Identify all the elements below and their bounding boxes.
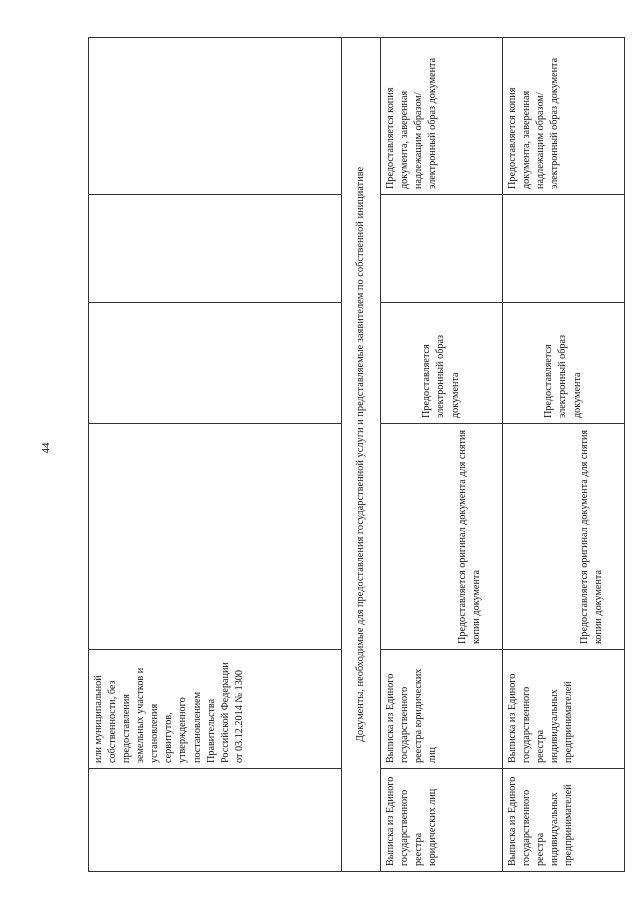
table-row <box>381 38 503 872</box>
table-cell-electronic: Предоставляется электронный образ документа <box>503 303 625 424</box>
table-cell-electronic: Предоставляется электронный образ документа <box>381 303 503 424</box>
table-row-continued <box>89 38 342 872</box>
table-cell-copy: Предоставляется копия документа, заверенная надлежащим образом/электронный образ документа <box>381 38 503 195</box>
table-cell-original: Предоставляется оригинал документа для снятия копии документа <box>381 424 503 650</box>
table-section-header-row <box>342 38 381 872</box>
table-cell-copy: Предоставляется копия документа, заверенная надлежащим образом/электронный образ документа <box>503 38 625 195</box>
table-cell-empty <box>89 303 342 424</box>
table-cell-empty <box>503 195 625 303</box>
table-cell-empty <box>89 195 342 303</box>
table-cell-name: Выписка из Единого государственного реестра юридических лиц <box>381 769 503 872</box>
table-cell-empty <box>89 424 342 650</box>
table-cell-empty <box>89 769 342 872</box>
page-number: 44 <box>40 442 52 454</box>
table-row <box>503 38 625 872</box>
table-cell-doc: Выписка из Единого государственного реестра юридических лиц <box>381 650 503 769</box>
table-cell-empty <box>381 195 503 303</box>
section-header: Документы, необходимые для предоставления государственной услуги и представляемые заявителем по собственной инициативе <box>342 38 381 872</box>
table-cell-doc: Выписка из Единого государственного реестра индивидуальных предпринимателей <box>503 650 625 769</box>
table-cell-original: Предоставляется оригинал документа для снятия копии документа <box>503 424 625 650</box>
table-cell-name: Выписка из Единого государственного реестра индивидуальных предпринимателей <box>503 769 625 872</box>
table-cell-regulation: или муниципальной собственности, без предоставления земельных участков и установления сервитутов, утвержденного постановлением Правительства Российской Федерации от 03.12.2014 № 1300 <box>89 650 342 769</box>
landscape-content <box>88 38 604 872</box>
table-cell-empty <box>89 38 342 195</box>
documents-table <box>88 37 625 872</box>
rotated-page-area <box>88 38 604 872</box>
